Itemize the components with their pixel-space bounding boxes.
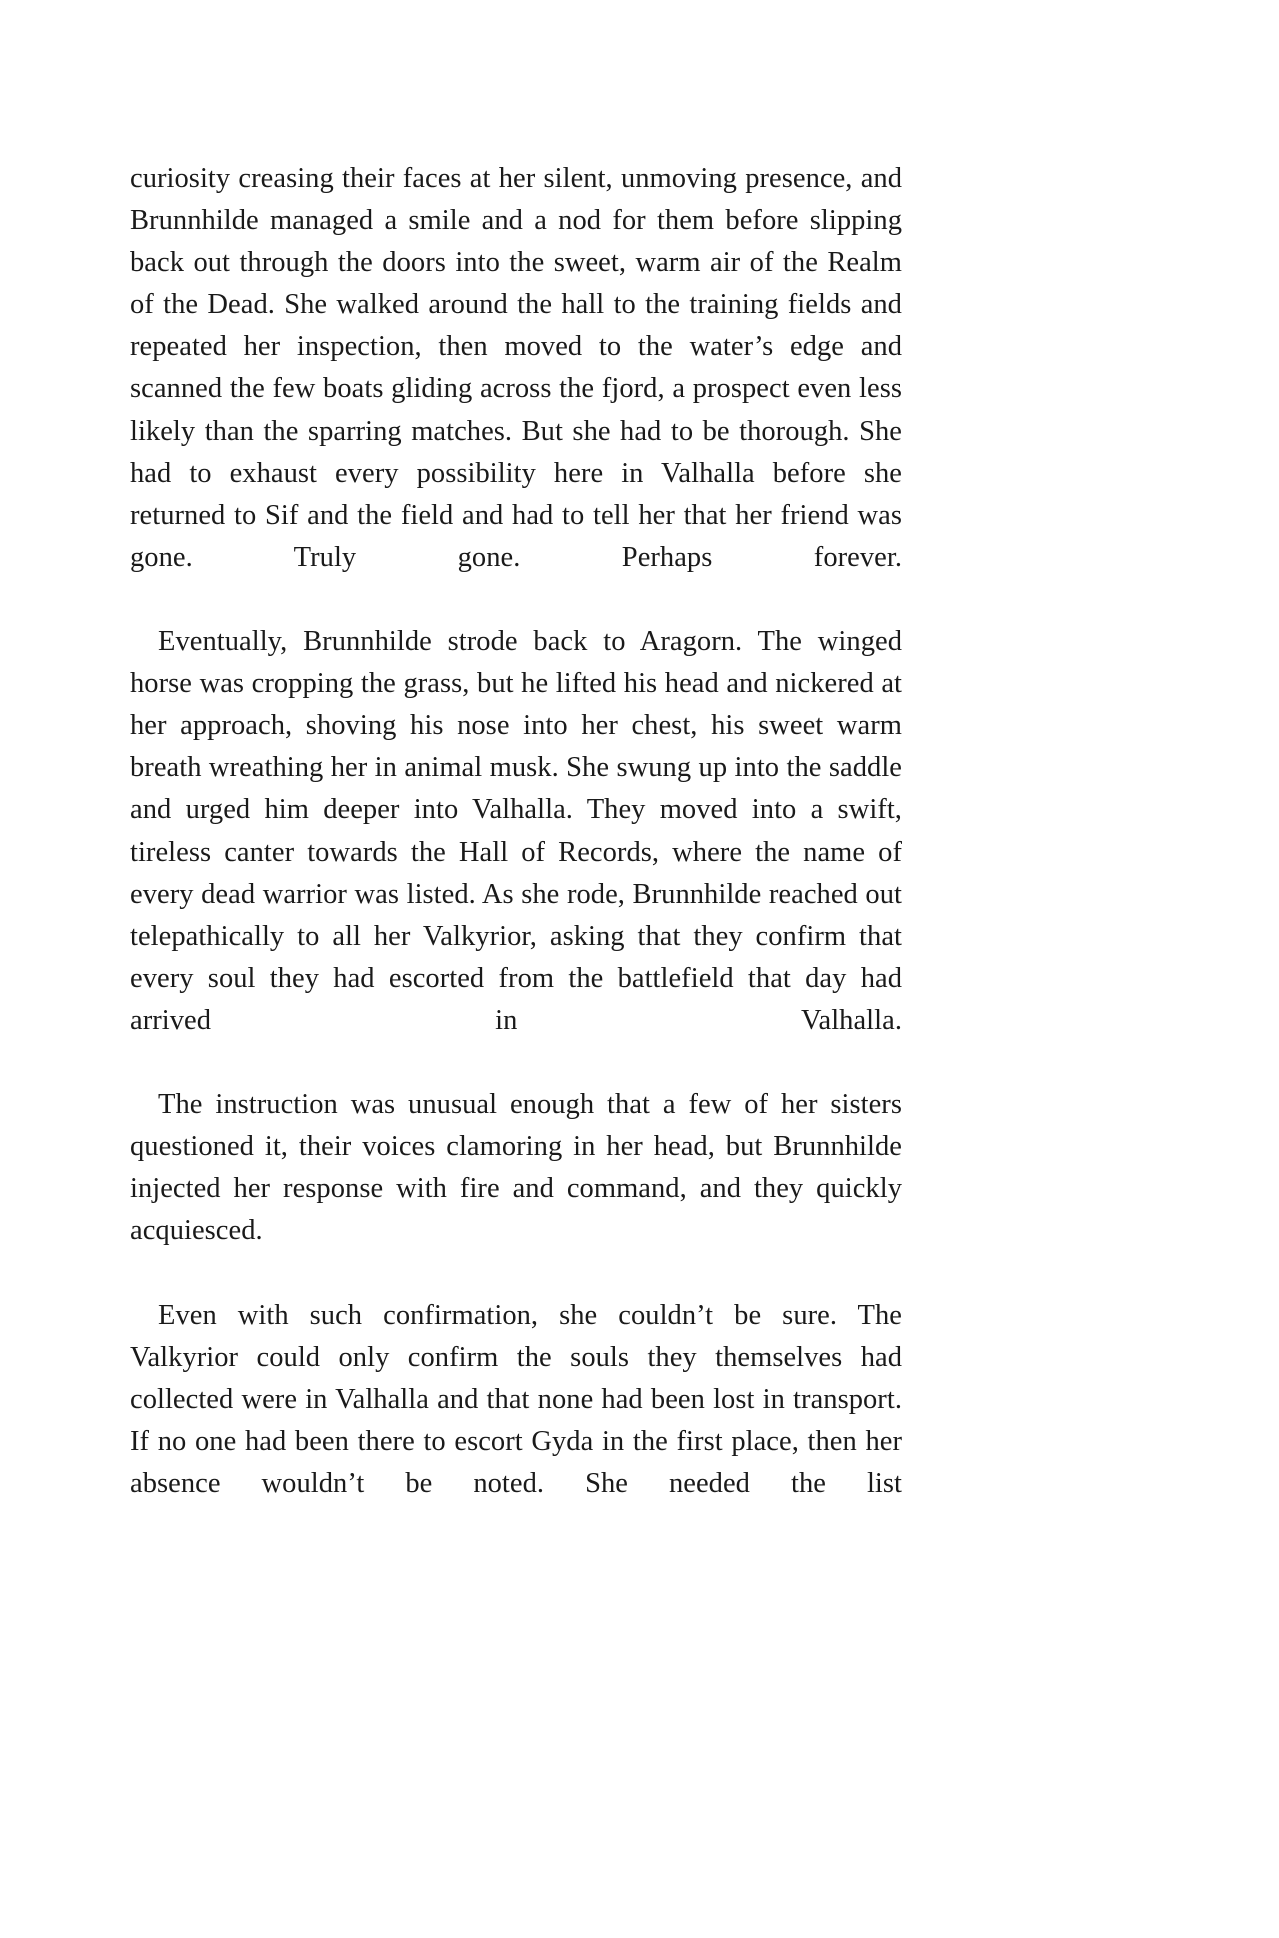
paragraph: Even with such confirmation, she couldn’t be sure. The Valkyrior could only confirm the souls they themselves had collected were in Valhalla and that none had been lost in transport. If no one had been there to escort Gyda in the first place, then her absence wouldn’t be noted. She needed the list (130, 1299, 902, 1499)
page-text-block (130, 158, 902, 1547)
paragraph: Eventually, Brunnhilde strode back to Aragorn. The winged horse was cropping the grass, but he lifted his head and nickered at her approach, shoving his nose into her chest, his sweet warm breath wreathing her in animal musk. She swung up into the saddle and urged him deeper into Valhalla. They moved into a swift, tireless canter towards the Hall of Records, where the name of every dead warrior was listed. As she rode, Brunnhilde reached out telepathically to all her Valkyrior, asking that they confirm that every soul they had escorted from the battlefield that day had arrived in Valhalla. (130, 626, 902, 1036)
paragraph: The instruction was unusual enough that a few of her sisters questioned it, their voices clamoring in her head, but Brunnhilde injected her response with fire and command, and they quickly acquiesced. (130, 1089, 902, 1247)
paragraph: curiosity creasing their faces at her silent, unmoving presence, and Brunnhilde managed a smile and a nod for them before slipping back out through the doors into the sweet, warm air of the Realm of the Dead. She walked around the hall to the training fields and repeated her inspection, then moved to the water’s edge and scanned the few boats gliding across the fjord, a prospect even less likely than the sparring matches. But she had to be thorough. She had to exhaust every possibility here in Valhalla before she returned to Sif and the field and had to tell her that her friend was gone. Truly gone. Perhaps forever. (130, 163, 902, 573)
